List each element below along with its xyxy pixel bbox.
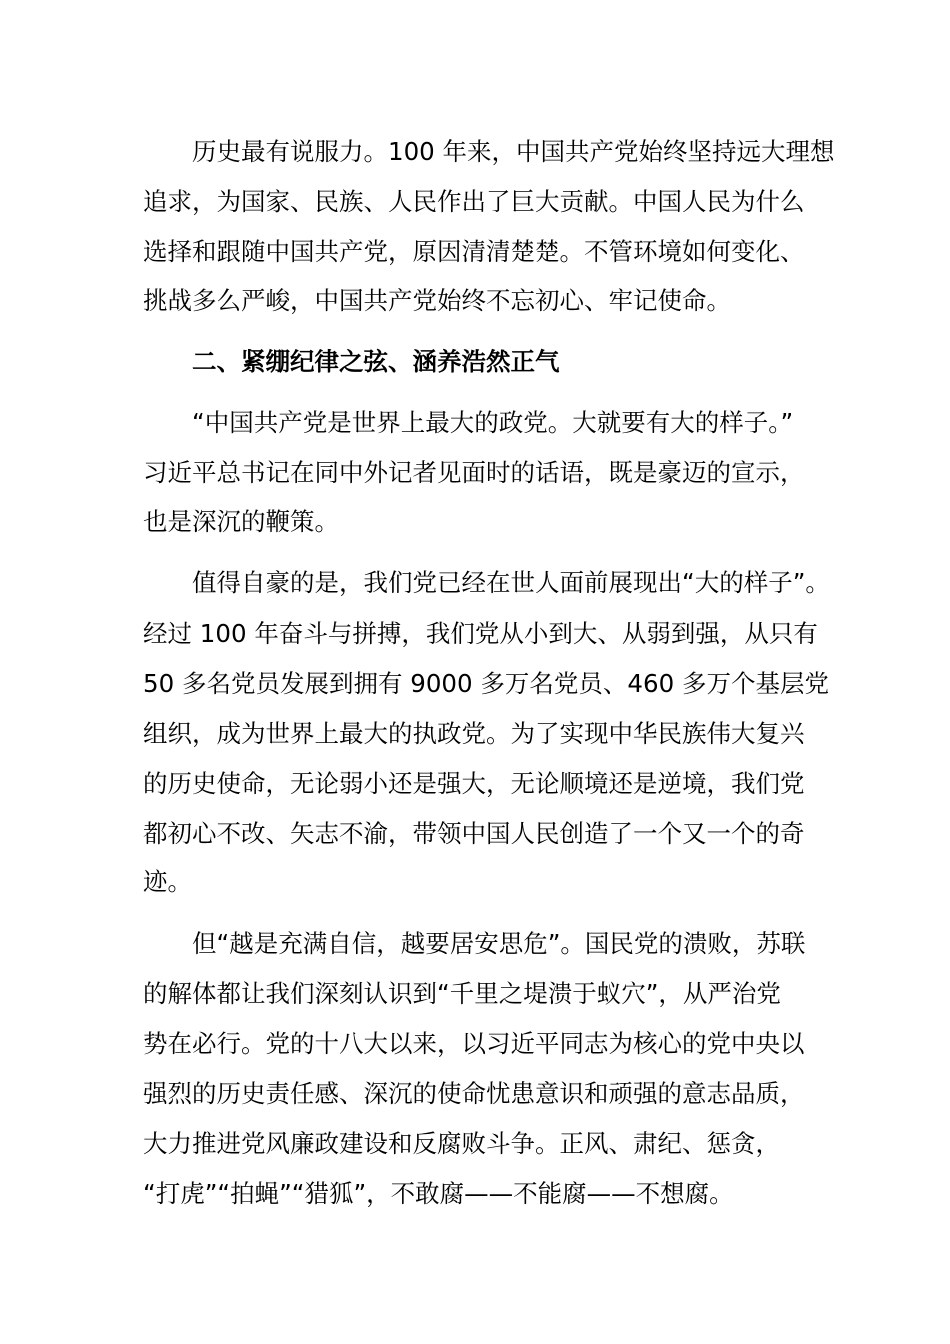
paragraph-3-line-1: 值得自豪的是，我们党已经在世人面前展现出“大的样子”。 — [143, 568, 830, 597]
paragraph-4-line-5: 大力推进党风廉政建设和反腐败斗争。正风、肃纪、惩贪， — [143, 1129, 780, 1158]
paragraph-4-line-3: 势在必行。党的十八大以来，以习近平同志为核心的党中央以 — [143, 1029, 805, 1058]
paragraph-4-line-4: 强烈的历史责任感、深沉的使命忧患意识和顽强的意志品质， — [143, 1079, 805, 1108]
paragraph-4-line-2: 的解体都让我们深刻认识到“千里之堤溃于蚁穴”，从严治党 — [143, 979, 781, 1008]
paragraph-2-line-1: “中国共产党是世界上最大的政党。大就要有大的样子。” — [143, 408, 794, 437]
section-heading: 二、紧绷纪律之弦、涵养浩然正气 — [143, 347, 560, 376]
paragraph-1-line-4: 挑战多么严峻，中国共产党始终不忘初心、牢记使命。 — [143, 286, 731, 315]
paragraph-3-line-2: 经过 100 年奋斗与拼搏，我们党从小到大、从弱到强，从只有 — [143, 619, 818, 648]
paragraph-4-line-6: “打虎”“拍蝇”“猎狐”，不敢腐——不能腐——不想腐。 — [143, 1179, 734, 1208]
paragraph-2-line-3: 也是深沉的鞭策。 — [143, 507, 339, 536]
paragraph-1-line-1: 历史最有说服力。100 年来，中国共产党始终坚持远大理想 — [143, 137, 835, 166]
paragraph-3-line-3: 50 多名党员发展到拥有 9000 多万名党员、460 多万个基层党 — [143, 669, 829, 698]
paragraph-3-line-7: 迹。 — [143, 867, 192, 896]
paragraph-4-line-1: 但“越是充满自信，越要居安思危”。国民党的溃败，苏联 — [143, 929, 806, 958]
paragraph-1-line-2: 追求，为国家、民族、人民作出了巨大贡献。中国人民为什么 — [143, 187, 805, 216]
paragraph-3-line-5: 的历史使命，无论弱小还是强大，无论顺境还是逆境，我们党 — [143, 769, 805, 798]
paragraph-1-line-3: 选择和跟随中国共产党，原因清清楚楚。不管环境如何变化、 — [143, 237, 805, 266]
paragraph-3-line-4: 组织，成为世界上最大的执政党。为了实现中华民族伟大复兴 — [143, 719, 805, 748]
paragraph-3-line-6: 都初心不改、矢志不渝，带领中国人民创造了一个又一个的奇 — [143, 819, 805, 848]
paragraph-2-line-2: 习近平总书记在同中外记者见面时的话语，既是豪迈的宣示， — [143, 458, 805, 487]
